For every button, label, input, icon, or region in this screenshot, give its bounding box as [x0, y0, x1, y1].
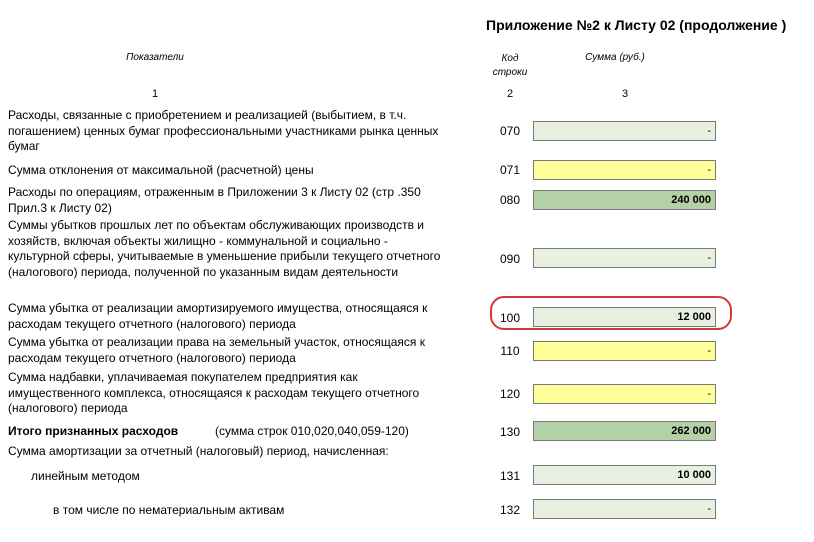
value-field-110[interactable]: -: [533, 341, 716, 361]
amortization-heading: Сумма амортизации за отчетный (налоговый) период, начисленная:: [8, 444, 389, 458]
value-field-100[interactable]: 12 000: [533, 307, 716, 327]
row-code-080: 080: [499, 193, 521, 207]
page-title: Приложение №2 к Листу 02 (продолжение ): [486, 17, 787, 33]
row-code-110: 110: [500, 344, 520, 358]
row-label-120: Сумма надбавки, уплачиваемая покупателем предприятия как имущественного комплекса, относящаяся к расходам текущего отчетного (налогового) периода: [8, 370, 420, 415]
column-number-1: 1: [151, 88, 159, 100]
value-field-071[interactable]: -: [533, 160, 716, 180]
value-field-131[interactable]: 10 000: [533, 465, 716, 485]
row-label-070: Расходы, связанные с приобретением и реализацией (выбытием, в т.ч. погашением) ценных бумаг профессиональными участниками рынка ценных бумаг: [8, 108, 439, 153]
row-label-131: линейным методом: [31, 469, 140, 483]
row-label-090: Суммы убытков прошлых лет по объектам обслуживающих производств и хозяйств, включая объекты жилищно - коммунальной и социально - культурной сферы, учитываемые в уменьшение прибыли текущего отчетного (налогового) периода, полученной по указанным видам деятельности: [8, 218, 441, 279]
row-code-070: 070: [499, 124, 521, 138]
column-number-3: 3: [621, 88, 629, 100]
value-field-080[interactable]: 240 000: [533, 190, 716, 210]
highlight-ellipse: [490, 296, 732, 330]
row-code-071: 071: [499, 163, 521, 177]
row-code-120: 120: [499, 387, 521, 401]
row-label-130: Итого признанных расходов: [8, 424, 179, 438]
row-code-100: 100: [499, 311, 521, 325]
row-code-090: 090: [499, 252, 521, 266]
row-code-132: 132: [499, 503, 521, 517]
row-code-130: 130: [499, 425, 521, 439]
row-code-131: 131: [499, 469, 521, 483]
row-label-080: Расходы по операциям, отраженным в Приложении 3 к Листу 02 (стр .350 Прил.3 к Листу 02): [8, 185, 421, 215]
row-note-130: (сумма строк 010,020,040,059-120): [215, 424, 409, 438]
value-field-090[interactable]: -: [533, 248, 716, 268]
value-field-132[interactable]: -: [533, 499, 716, 519]
row-label-110: Сумма убытка от реализации права на земельный участок, относящаяся к расходам текущего отчетного (налогового) периода: [8, 335, 425, 365]
column-number-2: 2: [506, 88, 514, 100]
row-label-071: Сумма отклонения от максимальной (расчетной) цены: [8, 163, 314, 177]
row-label-132: в том числе по нематериальным активам: [53, 503, 285, 517]
row-label-100: Сумма убытка от реализации амортизируемого имущества, относящаяся к расходам текущего отчетного (налогового) периода: [8, 301, 428, 331]
header-indicators: Показатели: [126, 52, 184, 63]
value-field-070[interactable]: -: [533, 121, 716, 141]
value-field-120[interactable]: -: [533, 384, 716, 404]
value-field-130[interactable]: 262 000: [533, 421, 716, 441]
header-code: Код строки: [492, 53, 528, 78]
header-sum: Сумма (руб.): [585, 52, 645, 63]
